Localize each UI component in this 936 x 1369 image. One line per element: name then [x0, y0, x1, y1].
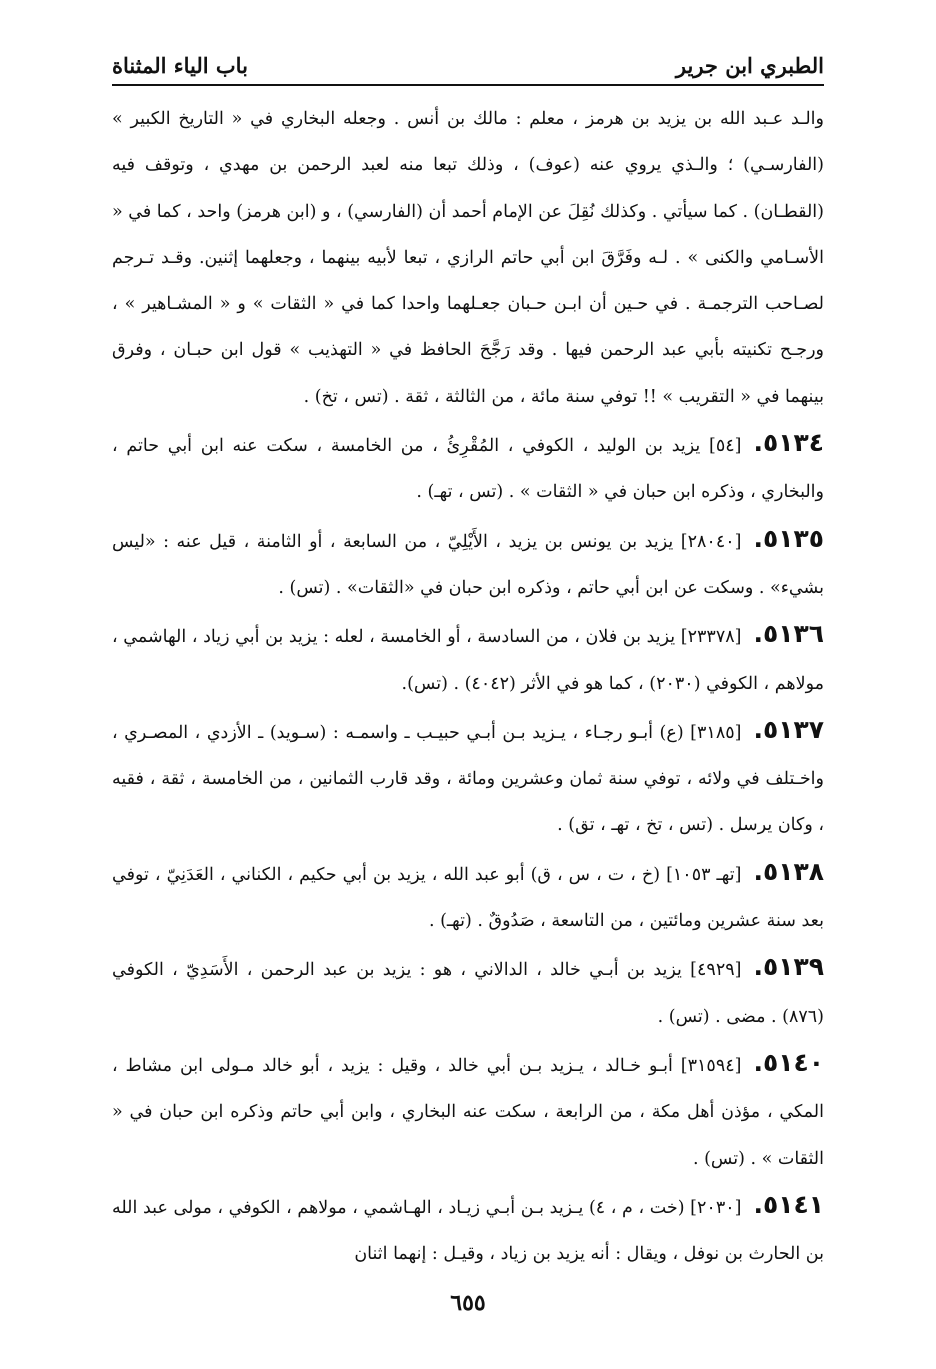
- entry-5134: [112, 420, 824, 516]
- entry-5135: [112, 516, 824, 612]
- page-number: ٦٥٥: [450, 1290, 486, 1316]
- entry-number: ٥١٣٨.: [753, 856, 824, 886]
- entry-number: ٥١٤٠.: [753, 1047, 824, 1077]
- entry-number: ٥١٣٥.: [753, 523, 824, 553]
- entry-number: ٥١٣٤.: [753, 428, 824, 458]
- running-header: [112, 38, 824, 86]
- entry-text: [٣١٥٩٤] أبـو خـالد ، يـزيد بـن أبي خالد ، وقيل : يزيد ، أبو خالد مـولى ابن مشاط ، المكي ، مؤذن أهل مكة ، من الرابعة ، سكت عنه البخاري ، وابن أبي حاتم وذكره ابن حبان في « الثقات » . (تس) .: [112, 1055, 824, 1169]
- entry-text: [٣١٨٥] (ع) أبـو رجـاء ، يـزيد بـن أبـي حبيـب ـ واسمـه : (سـويد) ـ الأزدي ، المصـري ، واخـتلف في ولائه ، توفي سنة ثمان وعشرين ومائة ، وقد قارب الثمانين ، من الخامسة ، ثقة ، فقيه ، وكان يرسل . (تس ، تخ ، تهـ ، تق) .: [112, 722, 824, 836]
- entry-5141: [112, 1182, 824, 1278]
- intro-paragraph: والـد عـبد الله بن يزيد بن هرمز ، معلم : مالك بن أنس . وجعله البخاري في « التاريخ الكبير » (الفارسـي) ؛ والـذي يروي عنه (عوف) ، وذلك تبعا منه لعبد الرحمن بن مهدي ، وتوقف فيه (القطـان) . كما سيأتي . وكذلك نُقِلَ عن الإمام أحمد أن (الفارسي) ، و (ابن هرمز) واحد ، كما في « الأسـامي والكنى » . لـه وفَرَّقَ ابن أبي حاتم الرازي ، تبعا لأبيه بينهما ، وجعلهما إثنين. وقـد تـرجم لصـاحب الترجمـة . في حـين أن ابـن حـبان جعـلهما واحدا كما في « الثقات » و « المشـاهير » ، ورجـح تكنيته بأبي عبد الرحمن فيها . وقد رَجَّحَ الحافظ في « التهذيب » قول ابن حبـان ، وفرق بينهما في « التقريب » !! توفي سنة مائة ، من الثالثة ، ثقة . (تس ، تخ) .: [112, 109, 824, 407]
- entry-5139: [112, 944, 824, 1040]
- entry-number: ٥١٣٧.: [753, 714, 824, 744]
- entry-text: [٢٠٣٠] (خت ، م ، ٤) يـزيد بـن أبـي زيـاد ، الهـاشمي ، مولاهم ، الكوفي ، مولى عبد الله بن الحارث بن نوفل ، ويقال : أنه يزيد بن زياد ، وقيـل : إنهما اثنان: [112, 1197, 824, 1265]
- entry-5137: [112, 707, 824, 849]
- entry-number: ٥١٣٩.: [753, 952, 824, 982]
- entry-number: ٥١٤١.: [753, 1189, 824, 1219]
- header-title-left: باب الياء المثناة: [112, 53, 248, 78]
- entry-text: [٢٣٣٧٨] يزيد بن فلان ، من السادسة ، أو الخامسة ، لعله : يزيد بن أبي زياد ، الهاشمي ، مولاهم ، الكوفي (٢٠٣٠) ، كما هو في الأثر (٤٠٤٢) . (تس).: [112, 627, 824, 694]
- entry-text: [٥٤] يزيد بن الوليد ، الكوفي ، المُقْرِئُ ، من الخامسة ، سكت عنه ابن أبي حاتم ، والبخاري ، وذكره ابن حبان في « الثقات » . (تس ، تهـ) .: [112, 436, 824, 503]
- entry-5136: [112, 611, 824, 707]
- entry-text: [٢٨٠٤٠] يزيد بن يونس بن يزيد ، الأَيْلِيّ ، من السابعة ، أو الثامنة ، قيل عنه : «ليس بشيء» . وسكت عن ابن أبي حاتم ، وذكره ابن حبان في «الثقات» . (تس) .: [112, 531, 824, 598]
- entry-text: [٤٩٢٩] يزيد بن أبـي خالد ، الدالاني ، هو : يزيد بن عبد الرحمن ، الأَسَدِيّ ، الكوفي (٨٧٦) . مضى . (تس) .: [112, 960, 824, 1027]
- entry-5140: [112, 1040, 824, 1182]
- entry-5138: [112, 849, 824, 945]
- entry-number: ٥١٣٦.: [753, 619, 824, 649]
- header-title-right: الطبري ابن جرير: [675, 53, 824, 78]
- entry-text: [تهـ ١٠٥٣] (خ ، ت ، س ، ق) أبو عبد الله ، يزيد بن أبي حكيم ، الكناني ، العَدَنِيّ ، توفي بعد سنة عشرين ومائتين ، من التاسعة ، صَدُوقٌ . (تهـ) .: [112, 864, 824, 932]
- page-body: [112, 96, 824, 1277]
